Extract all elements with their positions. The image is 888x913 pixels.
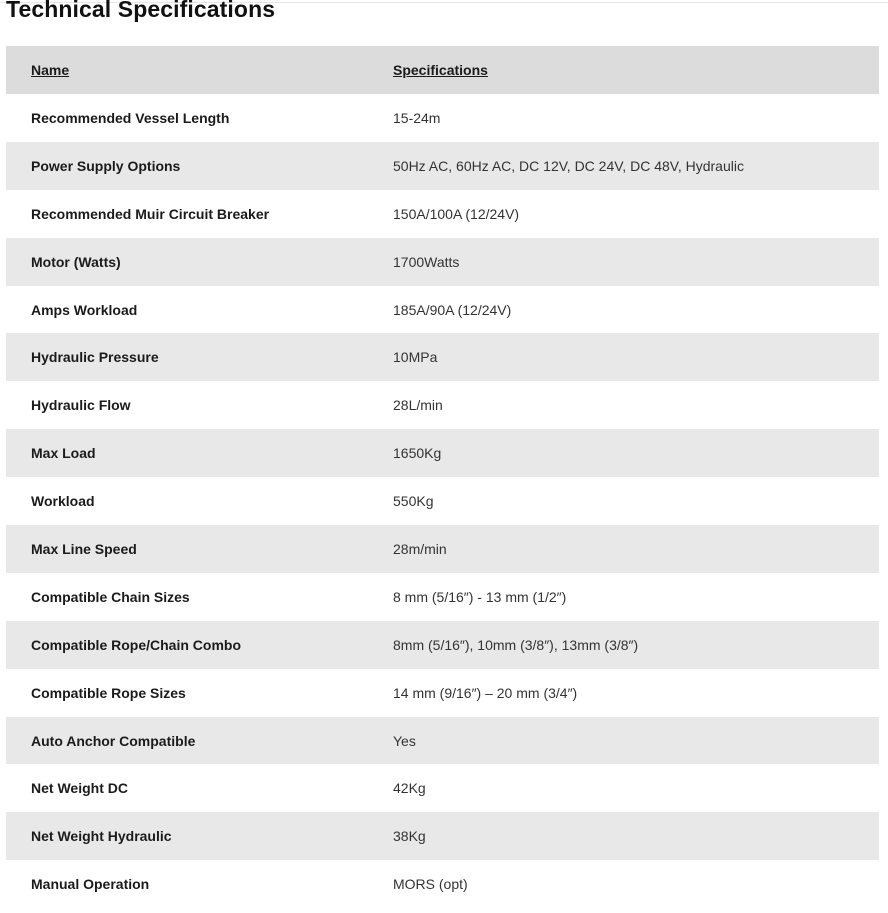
spec-value-cell: Yes bbox=[393, 732, 416, 749]
spec-value-cell: 185A/90A (12/24V) bbox=[393, 301, 512, 318]
table-row bbox=[6, 812, 879, 860]
table-row bbox=[6, 669, 879, 717]
spec-name-cell: Net Weight DC bbox=[31, 780, 128, 797]
spec-value-cell: 28L/min bbox=[393, 397, 443, 414]
table-row bbox=[6, 764, 879, 812]
table-row bbox=[6, 333, 879, 381]
specifications-table bbox=[6, 46, 879, 908]
table-row bbox=[6, 381, 879, 429]
spec-value-cell: 8 mm (5/16″) - 13 mm (1/2″) bbox=[393, 588, 567, 605]
spec-name-cell: Motor (Watts) bbox=[31, 253, 121, 270]
spec-name-cell: Compatible Rope Sizes bbox=[31, 684, 186, 701]
table-row bbox=[6, 525, 879, 573]
spec-name-cell: Hydraulic Pressure bbox=[31, 349, 159, 366]
spec-name-cell: Hydraulic Flow bbox=[31, 397, 131, 414]
spec-value-cell: 50Hz AC, 60Hz AC, DC 12V, DC 24V, DC 48V, Hydraulic bbox=[393, 157, 744, 174]
spec-name-cell: Max Load bbox=[31, 445, 96, 462]
spec-name-cell: Compatible Rope/Chain Combo bbox=[31, 636, 241, 653]
table-row bbox=[6, 94, 879, 142]
table-header-row bbox=[6, 46, 879, 94]
spec-name-cell: Recommended Muir Circuit Breaker bbox=[31, 205, 270, 222]
spec-value-cell: 15-24m bbox=[393, 109, 441, 126]
table-row bbox=[6, 717, 879, 765]
spec-value-cell: 8mm (5/16″), 10mm (3/8″), 13mm (3/8″) bbox=[393, 636, 639, 653]
spec-name-cell: Auto Anchor Compatible bbox=[31, 732, 196, 749]
spec-value-cell: 38Kg bbox=[393, 828, 426, 845]
table-row bbox=[6, 621, 879, 669]
column-header-name: Name bbox=[31, 62, 70, 78]
spec-name-cell: Compatible Chain Sizes bbox=[31, 588, 190, 605]
spec-value-cell: 1700Watts bbox=[393, 253, 460, 270]
spec-value-cell: 150A/100A (12/24V) bbox=[393, 205, 520, 222]
table-row bbox=[6, 286, 879, 334]
table-row bbox=[6, 238, 879, 286]
table-row bbox=[6, 573, 879, 621]
page-title: Technical Specifications bbox=[6, 0, 276, 22]
spec-value-cell: 28m/min bbox=[393, 540, 447, 557]
spec-value-cell: 10MPa bbox=[393, 349, 438, 366]
spec-name-cell: Max Line Speed bbox=[31, 540, 137, 557]
spec-value-cell: MORS (opt) bbox=[393, 876, 468, 893]
table-row bbox=[6, 142, 879, 190]
spec-name-cell: Workload bbox=[31, 493, 95, 510]
spec-name-cell: Recommended Vessel Length bbox=[31, 109, 230, 126]
table-row bbox=[6, 860, 879, 908]
spec-name-cell: Net Weight Hydraulic bbox=[31, 828, 172, 845]
spec-value-cell: 42Kg bbox=[393, 780, 426, 797]
spec-value-cell: 550Kg bbox=[393, 493, 434, 510]
spec-value-cell: 14 mm (9/16″) – 20 mm (3/4″) bbox=[393, 684, 578, 701]
table-row bbox=[6, 429, 879, 477]
table-row bbox=[6, 477, 879, 525]
spec-name-cell: Manual Operation bbox=[31, 876, 150, 893]
table-row bbox=[6, 190, 879, 238]
spec-name-cell: Amps Workload bbox=[31, 301, 138, 318]
spec-value-cell: 1650Kg bbox=[393, 445, 442, 462]
spec-name-cell: Power Supply Options bbox=[31, 157, 181, 174]
column-header-specifications: Specifications bbox=[393, 62, 488, 78]
